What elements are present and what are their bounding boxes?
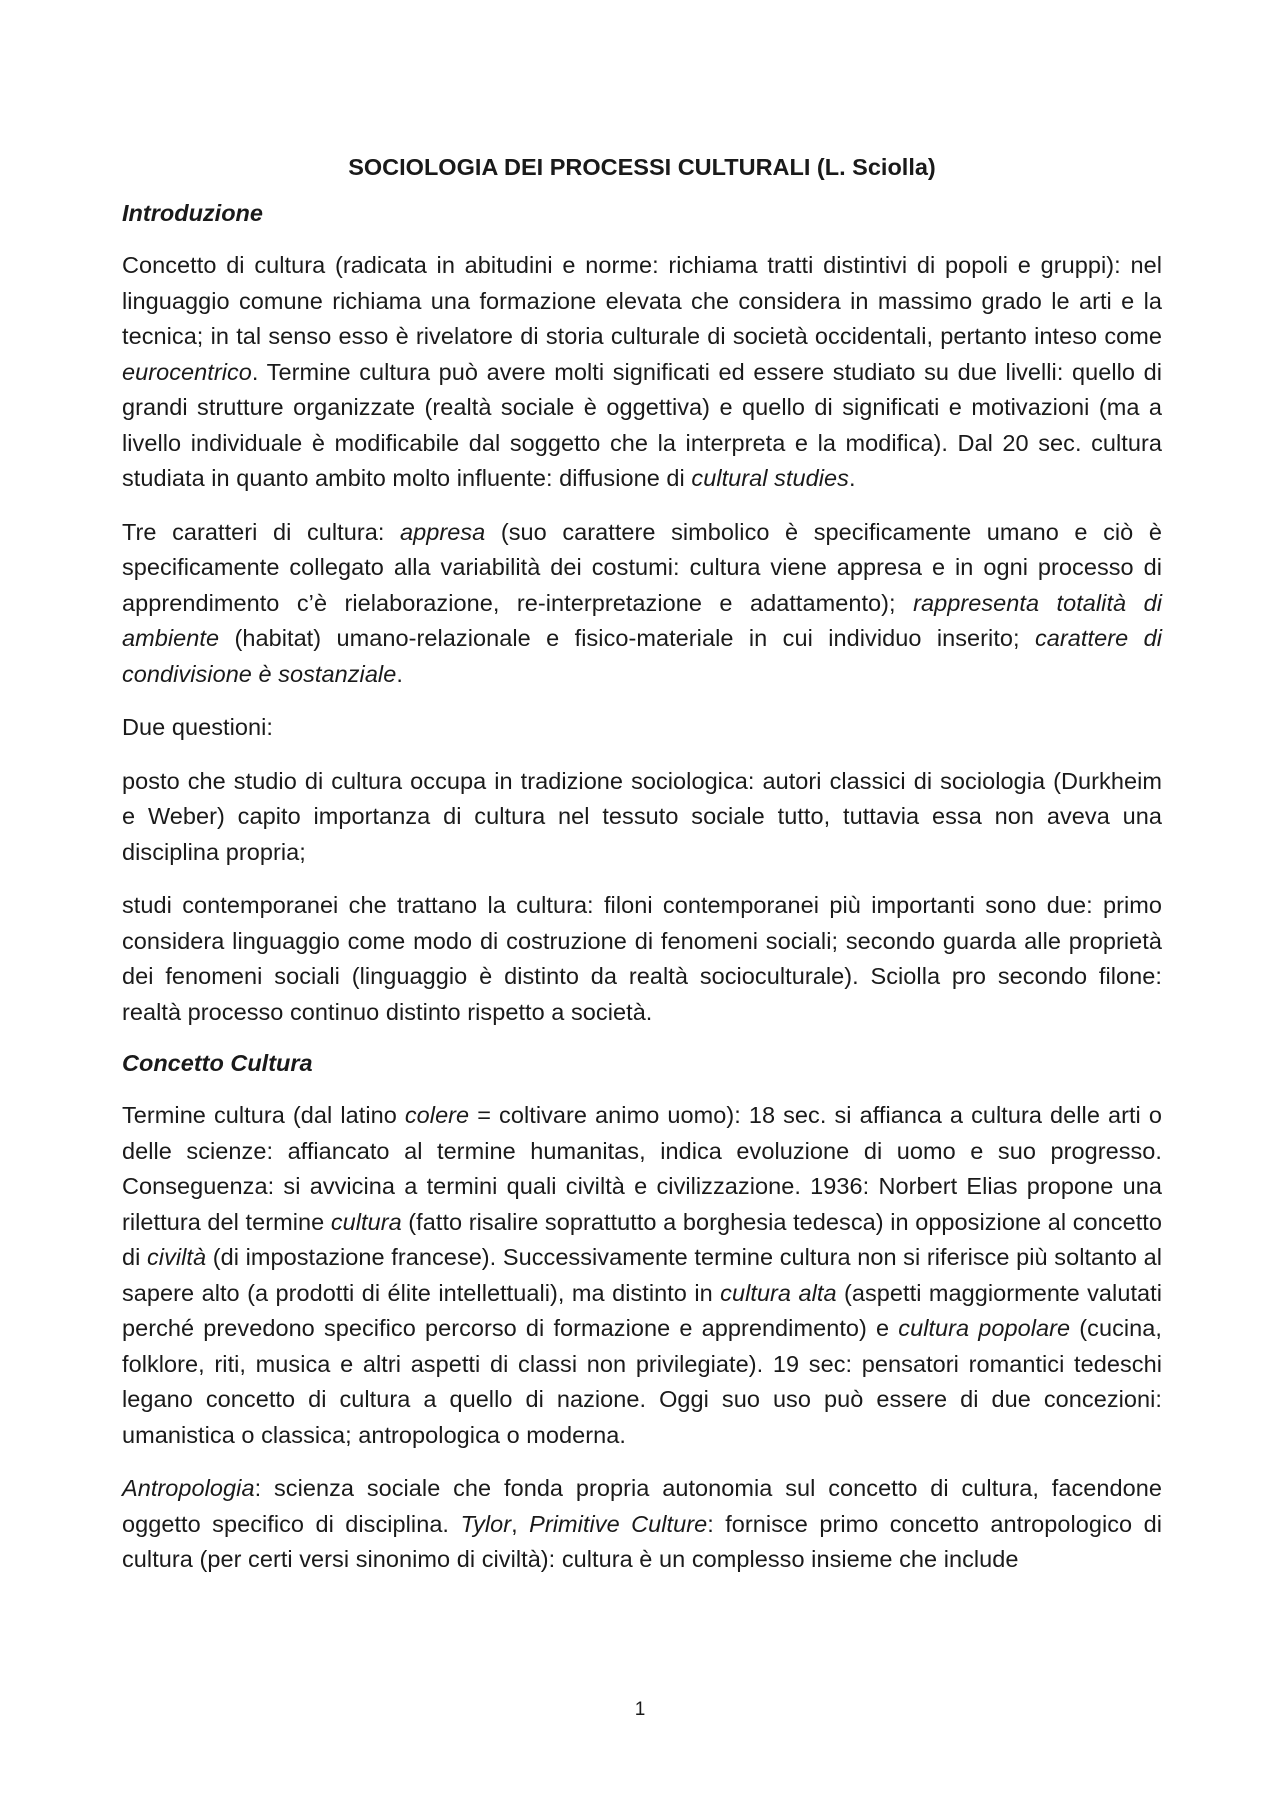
paragraph-due-questioni: Due questioni: <box>122 714 273 740</box>
paragraph-antropologia: Antropologia: scienza sociale che fonda propria autonomia sul concetto di cultura, facendone oggetto specifico di disciplina. Tylor, Primitive Culture: fornisce primo concetto antropologico di cultura (per certi versi sinonimo di civiltà): cultura è un complesso insieme che include <box>122 1475 1162 1572</box>
page-number: 1 <box>634 1699 646 1720</box>
paragraph-concetto-di-cultura: Concetto di cultura (radicata in abitudini e norme: richiama tratti distintivi di popoli e gruppi): nel linguaggio comune richiama una formazione elevata che considera in massimo grado le arti e la tecnica; in tal senso esso è rivelatore di storia culturale di società occidentali, pertanto inteso come eurocentrico. Termine cultura può avere molti significati ed essere studiato su due livelli: quello di grandi strutture organizzate (realtà sociale è oggettiva) e quello di significati e motivazioni (ma a livello individuale è modificabile dal soggetto che la interpreta e la modifica). Dal 20 sec. cultura studiata in quanto ambito molto influente: diffusione di cultural studies. <box>122 252 1162 491</box>
paragraph-termine-cultura: Termine cultura (dal latino colere = coltivare animo uomo): 18 sec. si affianca a cultura delle arti o delle scienze: affiancato al termine humanitas, indica evoluzione di uomo e suo progresso. Conseguenza: si avvicina a termini quali civiltà e civilizzazione. 1936: Norbert Elias propone una rilettura del termine cultura (fatto risalire soprattutto a borghesia tedesca) in opposizione al concetto di civiltà (di impostazione francese). Successivamente termine cultura non si riferisce più soltanto al sapere alto (a prodotti di élite intellettuali), ma distinto in cultura alta (aspetti maggiormente valutati perché prevedono specifico percorso di formazione e apprendimento) e cultura popolare (cucina, folklore, riti, musica e altri aspetti di classi non privilegiate). 19 sec: pensatori romantici tedeschi legano concetto di cultura a quello di nazione. Oggi suo uso può essere di due concezioni: umanistica o classica; antropologica o moderna. <box>122 1102 1162 1448</box>
paragraph-tradizione-sociologica: posto che studio di cultura occupa in tradizione sociologica: autori classici di sociologia (Durkheim e Weber) capito importanza di cultura nel tessuto sociale tutto, tuttavia essa non aveva una disciplina propria; <box>122 767 1162 865</box>
document-page <box>122 152 1162 1596</box>
document-title: SOCIOLOGIA DEI PROCESSI CULTURALI (L. Sciolla) <box>348 154 936 180</box>
section-heading-concetto-cultura: Concetto Cultura <box>122 1050 313 1076</box>
paragraph-tre-caratteri: Tre caratteri di cultura: appresa (suo carattere simbolico è specificamente umano e ciò è specificamente collegato alla variabilità dei costumi: cultura viene appresa e in ogni processo di apprendimento c’è rielaborazione, re-interpretazione e adattamento); rappresenta totalità di ambiente (habitat) umano-relazionale e fisico-materiale in cui individuo inserito; carattere di condivisione è sostanziale. <box>122 518 1162 687</box>
paragraph-studi-contemporanei: studi contemporanei che trattano la cultura: filoni contemporanei più importanti sono due: primo considera linguaggio come modo di costruzione di fenomeni sociali; secondo guarda alle proprietà dei fenomeni sociali (linguaggio è distinto da realtà socioculturale). Sciolla pro secondo filone: realtà processo continuo distinto rispetto a società. <box>122 892 1162 1025</box>
section-heading-introduzione: Introduzione <box>122 200 263 226</box>
